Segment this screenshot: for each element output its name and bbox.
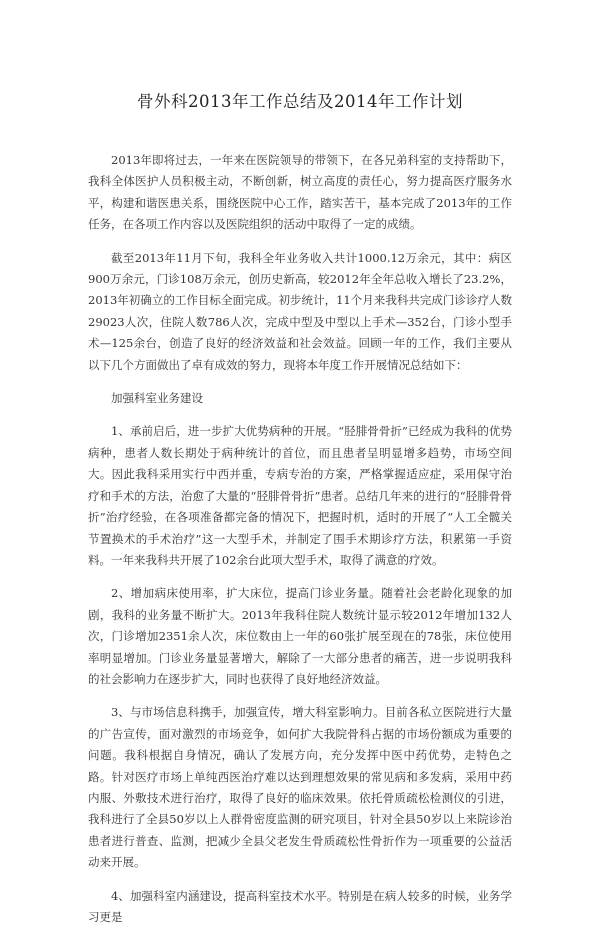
- section-heading: 加强科室业务建设: [111, 391, 203, 406]
- document-title: 骨外科2013年工作总结及2014年工作计划: [137, 92, 463, 111]
- paragraph-item-1: 1、承前启后，进一步扩大优势病种的开展。“胫腓骨骨折”已经成为我科的优势病种，患者人数长期处于病种统计的首位，而且患者呈明显增多趋势，市场空间大。因此我科采用实行中西并重，专病专治的方案，严格掌握适应症，采用保守治疗和手术的方法，治愈了大量的“胫腓骨骨折”患者。总结几年来的进行的“胫腓骨骨折”治疗经验，在各项准备都完备的情况下，把握时机，适时的开展了“人工全髋关节置换术的手术治疗”这一大型手术，并制定了围手术期诊疗方法，积累第一手资料。一年来我科共开展了102余台此项大型手术，取得了满意的疗效。: [88, 424, 512, 567]
- document-body: [88, 150, 512, 940]
- paragraph-item-3: 3、与市场信息科携手，加强宣传，增大科室影响力。目前各私立医院进行大量的广告宣传，面对激烈的市场竞争，如何扩大我院骨科占据的市场份额成为重要的问题。我科根据自身情况，确认了发展方向，充分发挥中医中药优势，走特色之路。针对医疗市场上单纯西医治疗难以达到理想效果的常见病和多发病，采用中药内服、外敷技术进行治疗，取得了良好的临床效果。依托骨质疏松检测仪的引进，我科进行了全县50岁以上人群骨密度监测的研究项目，针对全县50岁以上来院诊治患者进行普查、监测，把减少全县父老发生骨质疏松性骨折作为一项重要的公益活动来开展。: [88, 705, 512, 870]
- paragraph-item-2: 2、增加病床使用率，扩大床位，提高门诊业务量。随着社会老龄化现象的加剧，我科的业务量不断扩大。2013年我科住院人数统计显示较2012年增加132人次，门诊增加2351余人次，床位数由上一年的60张扩展至现在的78张，床位使用率明显增加。门诊业务量显著增大，解除了一大部分患者的痛苦，进一步说明我科的社会影响力在逐步扩大，同时也获得了良好地经济效益。: [88, 586, 512, 686]
- paragraph-revenue-summary: 截至2013年11月下旬，我科全年业务收入共计1000.12万余元，其中：病区900万余元，门诊108万余元，创历史新高，较2012年全年总收入增长了23.2%，2013年初确立的工作目标全面完成。初步统计，11个月来我科共完成门诊诊疗人数29023人次，住院人数786人次，完成中型及中型以上手术—352台，门诊小型手术—125余台，创造了良好的经济效益和社会效益。回顾一年的工作，我们主要从以下几个方面做出了卓有成效的努力，现将本年度工作开展情况总结如下：: [88, 250, 512, 372]
- paragraph-intro: 2013年即将过去，一年来在医院领导的带领下，在各兄弟科室的支持帮助下，我科全体医护人员积极主动，不断创新，树立高度的责任心，努力提高医疗服务水平，构建和谐医患关系，围绕医院中心工作，踏实苦干，基本完成了2013年的工作任务，在各项工作内容以及医院组织的活动中取得了一定的成绩。: [88, 153, 512, 232]
- paragraph-item-4: 4、加强科室内涵建设，提高科室技术水平。特别是在病人较多的时候，业务学习更是: [88, 888, 512, 924]
